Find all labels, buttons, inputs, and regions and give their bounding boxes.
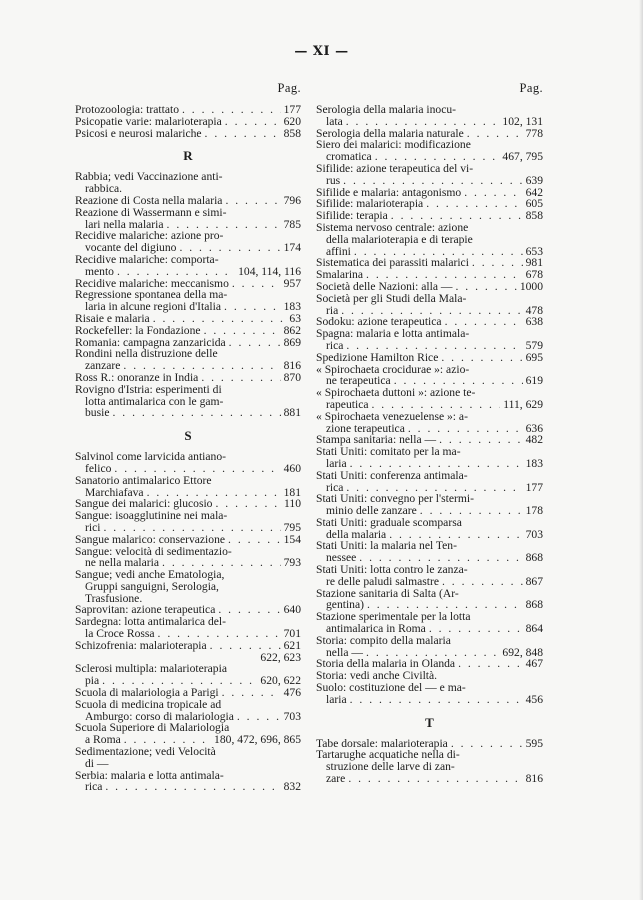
entry-text: Protozoologia: trattato [75,103,179,116]
leader-dots [472,257,523,269]
page-ref: 102, 131 [502,114,543,128]
page-ref: 703 [283,709,301,723]
page-ref: 639 [525,173,543,187]
entry-text: cromatica [326,150,372,164]
index-entry [75,699,301,723]
entry-line: Stati Uniti: lotta contro le zanza- [316,563,468,577]
entry-line [316,576,543,588]
leader-dots [103,522,280,534]
leader-dots [343,175,522,187]
leader-dots [112,407,280,419]
entry-line [75,534,301,546]
page-ref: 816 [283,359,301,373]
index-entry [75,770,301,794]
entry-line: Società per gli Studi della Mala- [316,291,467,305]
entry-text: Amburgo: corso di malariologia [85,709,234,723]
entry-line: Gruppi sanguigni, Serologia, [85,579,219,593]
index-entry [75,663,301,687]
entry-text: felico [85,461,112,475]
page-ref: 183 [283,300,301,314]
index-entry [316,104,543,128]
entry-line: di — [85,756,109,770]
entry-text: Psicosi e neurosi malariche [75,126,202,140]
index-entry [75,195,301,207]
index-entry [75,289,301,313]
scan-edge [639,0,643,900]
entry-text: Spedizione Hamilton Rice [316,350,439,364]
entry-line: Reazione di Wassermann e simi- [75,205,227,219]
entry-line: Tartarughe acquatiche nella di- [316,748,460,762]
index-entries [316,104,543,785]
entry-text: affini [326,244,351,258]
index-entry [75,230,301,254]
page-ref: 636 [525,421,543,435]
index-entry [316,540,543,564]
page-ref: 640 [283,603,301,617]
page-ref: 678 [525,268,543,282]
page-ref: 177 [525,480,543,494]
index-entry [316,364,543,388]
page-ref: 154 [283,532,301,546]
index-entry [75,116,301,128]
entry-line: Salvinol come larvicida antiano- [75,450,226,464]
entry-line: Stazione sperimentale per la lotta [316,610,471,624]
leader-dots [228,534,281,546]
entry-line: « Spirochaeta crocidurae »: azio- [316,362,470,376]
entry-text: Storia della malaria in Olanda [316,657,456,671]
entry-text: laria [326,692,347,706]
leader-dots [441,352,522,364]
leader-dots [456,281,517,293]
leader-dots [232,278,281,290]
entry-text: mento [85,264,114,278]
page-ref: 638 [525,315,543,329]
entry-line: Sanatorio antimalarico Ettore [75,473,212,487]
entry-line: Serbia: malaria e lotta antimala- [75,768,224,782]
entry-line: Regressione spontanea della ma- [75,288,228,302]
index-entry [316,163,543,187]
index-entry [75,746,301,770]
entry-text: Ross R.: onoranze in India [75,370,199,384]
index-entry [316,564,543,588]
entry-line [75,116,301,128]
entry-line [75,640,301,652]
entry-line [75,522,301,534]
entry-line: Stati Uniti: la malaria nel Ten- [316,539,457,553]
page-ref: 1000 [519,279,543,293]
entry-line: « Spirochaeta duttoni »: azione te- [316,386,476,400]
leader-dots [237,711,281,723]
index-entry [316,470,543,494]
leader-dots [205,128,281,140]
index-entry [75,171,301,195]
entry-line: lotta antimalarica con le gam- [85,394,224,408]
entry-text: rica [326,480,344,494]
entry-line: « Spirochaeta venezuelense »: a- [316,409,468,423]
entry-line: struzione delle larve di zan- [326,760,455,774]
entry-line: Spagna: malaria e lotta antimala- [316,327,470,341]
index-entry [75,534,301,546]
index-entry [316,328,543,352]
page-ref: 180, 472, 696, 865 [214,733,301,747]
entry-line: della malarioterapia e di terapie [326,232,473,246]
page-ref: 476 [283,686,301,700]
entry-line: Sangue; vedi anche Ematologia, [75,568,225,582]
index-entry [75,313,301,325]
entry-text: rapeutica [326,397,369,411]
entry-text: ne terapeutica [326,374,391,388]
entry-text: rica [326,338,344,352]
index-entry [316,635,543,659]
page-ref: 881 [283,406,301,420]
index-entry [75,451,301,475]
leader-dots [210,640,281,652]
index-entry [75,640,301,664]
entry-line [75,781,301,793]
entry-line: Stati Uniti: graduale scomparsa [316,515,462,529]
entry-line: Scuola Superiore di Malariologia [75,721,230,735]
entry-text: rica [85,780,103,794]
entry-line: Trasfusione. [85,591,143,605]
page-ref: 63 [289,311,301,325]
entry-line [75,372,301,384]
index-entry [75,475,301,499]
index-entry [75,348,301,372]
index-entry [316,493,543,517]
entry-line: Storia: vedi anche Civiltà. [316,669,438,683]
index-entries [75,104,301,793]
entry-text: nella — [326,645,364,659]
index-entry [316,411,543,435]
entry-text: Sangue malarico: conservazione [75,532,226,546]
entry-line: Rovigno d'Istria: esperimenti di [75,382,222,396]
index-column-right [316,80,543,785]
page-ref: 478 [525,303,543,317]
entry-text: laria [326,456,347,470]
index-entry [75,546,301,570]
index-entry [75,254,301,278]
index-entry [316,293,543,317]
entry-line [316,281,543,293]
index-entry [316,517,543,541]
entry-line [316,175,543,187]
leader-dots [442,576,523,588]
entry-text: rus [326,173,341,187]
leader-dots [117,266,235,278]
index-entry [316,139,543,163]
leader-dots [350,458,523,470]
index-entry [75,372,301,384]
index-entry [316,588,543,612]
page-ref: 701 [283,627,301,641]
section-letter: R [183,148,193,164]
index-entry [75,722,301,746]
entry-line [316,399,543,411]
entry-line: 622, 623 [260,650,301,664]
pag-label: Pag. [519,81,543,95]
page-ref: 467, 795 [502,150,543,164]
page-ref: 778 [525,126,543,140]
entry-text: Sifilide: terapia [316,209,388,223]
entry-line [75,407,301,419]
entry-text: Sangue dei malarici: glucosio [75,497,213,511]
entry-line: Sistema nervoso centrale: azione [316,220,469,234]
entry-line: Recidive malariche: azione pro- [75,229,224,243]
entry-text: Scuola di malariologia a Parigi [75,686,219,700]
entry-line: Storia: compito della malaria [316,633,451,647]
entry-line: Recidive malariche: comporta- [75,252,219,266]
page-ref: 957 [283,276,301,290]
page-ref: 858 [525,209,543,223]
page-ref: 467 [525,657,543,671]
entry-line [316,694,543,706]
entry-text: Psicopatie varie: malarioterapia [75,114,222,128]
index-entry [316,281,543,293]
index-entry [75,207,301,231]
entry-text: Tabe dorsale: malarioterapia [316,736,448,750]
page-ref: 177 [283,103,301,116]
index-entry [316,611,543,635]
leader-dots [467,128,523,140]
entry-line: Stati Uniti: convegno per l'stermi- [316,492,474,506]
leader-dots [222,687,281,699]
entry-text: Rockefeller: la Fondazione [75,323,201,337]
entry-text: laria in alcune regioni d'Italia [85,300,222,314]
index-entry [316,352,543,364]
entry-line [75,325,301,337]
leader-dots [458,658,523,670]
page-ref: 642 [525,185,543,199]
entry-text: Sodoku: azione terapeutica [316,315,442,329]
entry-line [75,313,301,325]
entry-line [75,463,301,475]
leader-dots [225,195,280,207]
index-entry [75,569,301,604]
page-ref: 695 [525,350,543,364]
entry-text: busie [85,406,110,420]
page-ref: 832 [283,780,301,794]
leader-dots [350,694,523,706]
page-ref: 110 [284,497,301,511]
entry-text: zione terapeutica [326,421,405,435]
leader-dots [225,116,281,128]
entry-line: Suolo: costituzione del — e ma- [316,681,466,695]
entry-text: lata [326,114,343,128]
entry-line [75,195,301,207]
page-ref: 111, 629 [503,397,543,411]
entry-line: Stati Uniti: conferenza antimala- [316,468,468,482]
entry-line [316,352,543,364]
index-entry [75,510,301,534]
page-ref: 620 [283,114,301,128]
leader-dots [451,738,523,750]
entry-line [316,458,543,470]
page-ref: 785 [283,217,301,231]
entry-text: gentina) [326,598,364,612]
entry-text: re delle paludi salmastre [326,574,439,588]
page-ref: 460 [283,461,301,475]
leader-dots [426,198,522,210]
index-entry [75,128,301,140]
entry-text: Saprovitan: azione terapeutica [75,603,216,617]
entry-line: Scuola di medicina tropicale ad [75,697,222,711]
leader-dots [105,781,280,793]
entry-line: Serologia della malaria inocu- [316,103,457,116]
leader-dots [348,773,522,785]
entry-line: Sclerosi multipla: malarioterapia [75,662,227,676]
page-ref: 869 [283,335,301,349]
entry-text: Sifilide e malaria: antagonismo [316,185,462,199]
page-ref: 816 [525,772,543,786]
entry-text: Risaie e malaria [75,311,150,325]
entry-text: la Croce Rossa [85,627,155,641]
index-entry [316,446,543,470]
entry-text: Stampa sanitaria: nella — [316,433,437,447]
entry-text: Reazione di Costa nella malaria [75,193,223,207]
entry-text: Serologia della malaria naturale [316,126,464,140]
section-letter: T [425,714,434,730]
entry-line: Sangue: velocità di sedimentazio- [75,544,232,558]
page-ref: 595 [525,736,543,750]
index-entry [316,222,543,257]
index-entry [316,682,543,706]
entry-line [316,340,543,352]
entry-text: nessee [326,551,357,565]
entry-text: Sistematica dei parassiti malarici [316,256,469,270]
entry-text: ria [326,303,339,317]
page-ref: 620, 622 [260,674,301,688]
entry-text: a Roma [85,733,121,747]
entry-line: rabbica. [85,182,123,196]
index-entry [316,749,543,784]
entry-text: della malaria [326,527,387,541]
index-entry [75,384,301,419]
entry-line: Siero dei malarici: modificazione [316,138,471,152]
leader-dots [346,340,522,352]
entry-text: Schizofrenia: malarioterapia [75,638,207,652]
index-entry [316,387,543,411]
entry-text: Romania: campagna zanzaricida [75,335,226,349]
entry-line [316,773,543,785]
page-ref: 104, 114, 116 [238,264,301,278]
page-ref: 579 [525,338,543,352]
leader-dots [229,337,281,349]
page-ref: 796 [283,193,301,207]
entry-text: Marchiafava [85,485,144,499]
entry-line [316,116,543,128]
entry-text: ne nella malaria [85,556,160,570]
page-ref: 864 [525,622,543,636]
page-ref: 653 [525,244,543,258]
leader-dots [464,187,522,199]
leader-dots [224,301,281,313]
entry-text: vocante del digiuno [85,241,177,255]
leader-dots [153,313,287,325]
page-ref: 862 [283,323,301,337]
entry-line: Sedimentazione; vedi Velocità [75,745,216,759]
page-ref: 178 [525,504,543,518]
entry-line: Sangue: isoagglutinine nei mala- [75,509,228,523]
page-ref: 456 [525,692,543,706]
entry-text: zanzare [85,359,121,373]
page-ref: 605 [525,197,543,211]
entry-text: rici [85,520,101,534]
page-ref: 482 [525,433,543,447]
entry-text: Società delle Nazioni: alla — [316,279,453,293]
entry-text: Smalarina [316,268,364,282]
page-ref: 621 [283,638,301,652]
page-ref: 858 [283,126,301,140]
page-ref: 870 [283,370,301,384]
entry-line: Sifilide: azione terapeutica del vi- [316,161,474,175]
entry-text: lari nella malaria [85,217,164,231]
page-ref: 174 [283,241,301,255]
pag-label: Pag. [277,81,301,95]
leader-dots [346,116,500,128]
page-ref: 795 [283,520,301,534]
entry-text: zare [326,772,346,786]
entry-line: Stati Uniti: comitato per la ma- [316,445,461,459]
index-column-left [75,80,301,793]
entry-line [75,266,301,278]
page-ref: 703 [525,527,543,541]
leader-dots [201,372,280,384]
page-number: — XI — [294,44,349,59]
page-ref: 183 [525,456,543,470]
entry-line: Sardegna: lotta antimalarica del- [75,615,226,629]
page-ref: 868 [525,551,543,565]
section-letter: S [184,428,192,444]
entry-line [75,128,301,140]
page-ref: 181 [283,485,301,499]
page-ref: 619 [525,374,543,388]
page-ref: 868 [525,598,543,612]
entry-line: Rabbia; vedi Vaccinazione anti- [75,170,223,184]
entry-text: Sifilide: malarioterapia [316,197,424,211]
leader-dots [371,399,500,411]
index-entry [75,325,301,337]
page-ref: 692, 848 [502,645,543,659]
index-entry [75,616,301,640]
leader-dots [204,325,281,337]
leader-dots [218,604,280,616]
entry-line: Rondini nella distruzione delle [75,347,218,361]
entry-text: pia [85,674,100,688]
leader-dots [114,463,280,475]
entry-text: antimalarica in Roma [326,622,426,636]
entry-text: Recidive malariche: meccanismo [75,276,229,290]
page-ref: 981 [525,256,543,270]
entry-text: minio delle zanzare [326,504,417,518]
page-ref: 867 [525,574,543,588]
page-ref: 793 [283,556,301,570]
entry-line: Stazione sanitaria di Salta (Ar- [316,586,459,600]
